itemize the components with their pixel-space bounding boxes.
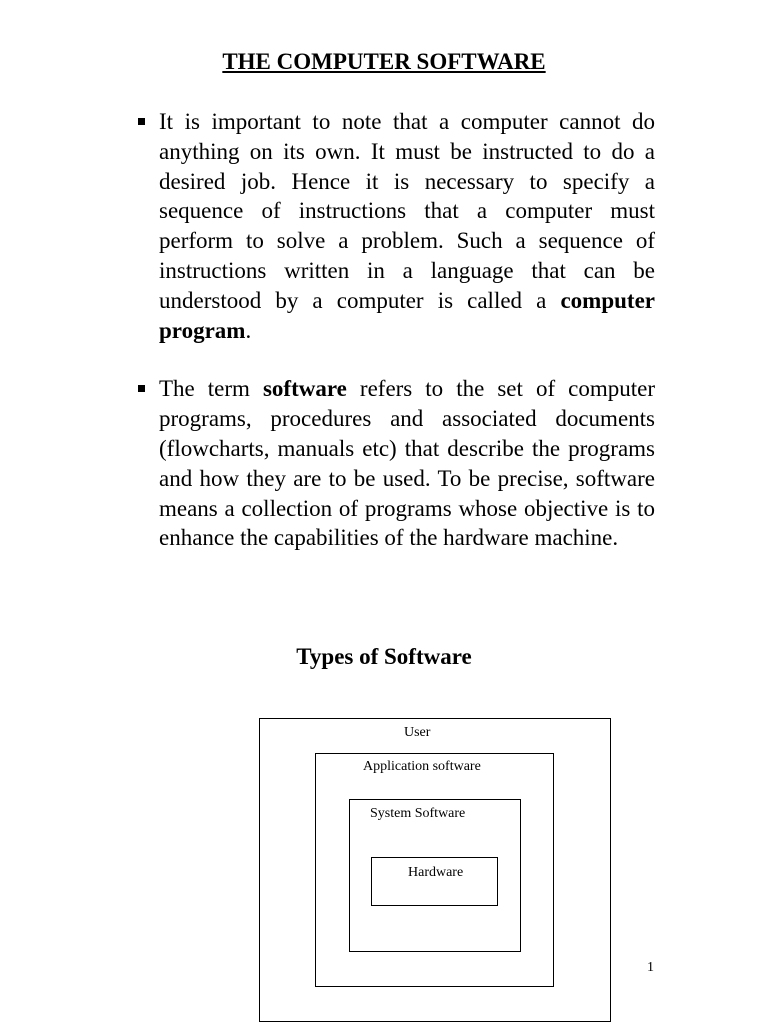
bullet-paragraph-software [137, 374, 655, 553]
bullet-list [137, 107, 655, 553]
paragraph-text: It is important to note that a computer cannot do anything on its own. It must be instructed to do a desired job. Hence it is necessary to specify a sequence of instructions that a computer must perform to solve a problem. Such a sequence of instructions written in a language that can be understood by a computer is called a [159, 109, 655, 313]
paragraph-text-end: . [245, 317, 252, 343]
page-number: 1 [647, 960, 654, 975]
square-bullet-icon [138, 385, 145, 392]
paragraph-text: The term [159, 376, 263, 402]
layer-label-user: User [404, 725, 431, 740]
section-title: Types of Software [296, 644, 472, 669]
page-title: THE COMPUTER SOFTWARE [222, 49, 546, 74]
bold-term-computer-program: computer program [159, 287, 655, 343]
layer-label-hardware: Hardware [408, 865, 464, 880]
square-bullet-icon [138, 118, 145, 125]
bold-term-software: software [262, 376, 347, 402]
bullet-paragraph-computer-program [137, 107, 655, 345]
paragraph-text-end: refers to the set of computer programs, procedures and associated documents (flowcharts, manuals etc) that describe the programs and how they are to be used. To be precise, software means a collection of programs whose objective is to enhance the capabilities of the hardware machine. [159, 376, 655, 551]
layer-label-system-software: System Software [370, 806, 466, 821]
layer-label-application-software: Application software [363, 759, 481, 774]
